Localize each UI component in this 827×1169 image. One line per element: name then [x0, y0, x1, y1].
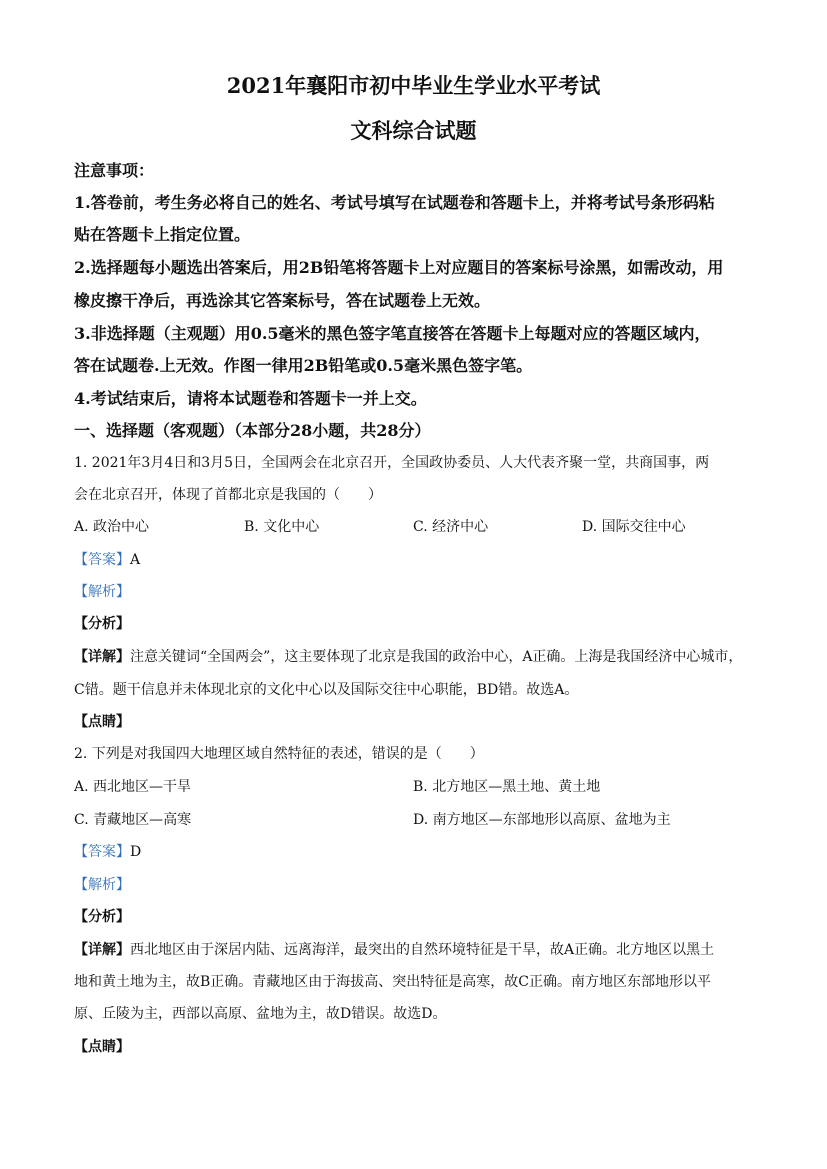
q2-option-a: A. 西北地区—干旱 — [74, 779, 192, 795]
q1-detail-line: C错。题干信息并未体现北京的文化中心以及国际交往中心职能，BD错。故选A。 — [74, 682, 579, 698]
q2-analysis-tag: 【解析】 — [74, 877, 130, 893]
notice-line: 3.非选择题（主观题）用0.5毫米的黑色签字笔直接答在答题卡上每题对应的答题区域内， — [74, 324, 711, 343]
answer-tag: 【答案】 — [74, 844, 130, 860]
notice-line: 4.考试结束后，请将本试题卷和答题卡一并上交。 — [74, 389, 427, 408]
notice-line: 贴在答题卡上指定位置。 — [74, 225, 251, 244]
notice-heading: 注意事项： — [74, 161, 155, 180]
q2-stem: 2. 下列是对我国四大地理区域自然特征的表述，错误的是（ ） — [74, 746, 484, 762]
q2-answer — [74, 841, 754, 861]
answer-value: D — [130, 844, 142, 860]
detail-tag: 【详解】 — [74, 942, 130, 958]
detail-text: 注意关键词“全国两会”，这主要体现了北京是我国的政治中心，A正确。上海是我国经济中心城市， — [130, 649, 743, 665]
q2-option-d: D. 南方地区—东部地形以高原、盆地为主 — [413, 812, 671, 828]
answer-tag: 【答案】 — [74, 552, 130, 568]
exam-title: 2021年襄阳市初中毕业生学业水平考试 — [226, 73, 601, 98]
answer-value: A — [130, 552, 141, 568]
notice-line: 1.答卷前，考生务必将自己的姓名、考试号填写在试题卷和答题卡上，并将考试号条形码粘 — [74, 193, 715, 212]
section-heading: 一、选择题（客观题）（本部分28小题，共28分） — [74, 421, 431, 440]
q1-answer — [74, 549, 754, 569]
notice-line: 2.选择题每小题选出答案后，用2B铅笔将答题卡上对应题目的答案标号涂黑，如需改动，用 — [74, 258, 724, 277]
q2-fenxi: 【分析】 — [74, 909, 130, 925]
q1-option-a: A. 政治中心 — [74, 519, 150, 535]
exam-subtitle: 文科综合试题 — [350, 118, 477, 143]
q2-dianjing: 【点睛】 — [74, 1039, 130, 1055]
q1-option-c: C. 经济中心 — [413, 519, 489, 535]
notice-line: 橡皮擦干净后，再选涂其它答案标号，答在试题卷上无效。 — [74, 291, 491, 310]
q1-stem-line: 会在北京召开，体现了首都北京是我国的（ ） — [74, 487, 382, 503]
q2-detail-line — [74, 939, 754, 959]
q1-option-b: B. 文化中心 — [244, 519, 320, 535]
q2-detail-line: 地和黄土地为主，故B正确。青藏地区由于海拔高、突出特征是高寒，故C正确。南方地区东部地形以平 — [74, 974, 711, 990]
q1-stem-line: 1. 2021年3月4日和3月5日，全国两会在北京召开，全国政协委员、人大代表齐聚一堂，共商国事，两 — [74, 455, 710, 471]
q2-option-b: B. 北方地区—黑土地、黄土地 — [413, 779, 601, 795]
q1-option-d: D. 国际交往中心 — [582, 519, 686, 535]
q1-analysis-tag: 【解析】 — [74, 584, 130, 600]
detail-tag: 【详解】 — [74, 649, 130, 665]
q2-detail-line: 原、丘陵为主，西部以高原、盆地为主，故D错误。故选D。 — [74, 1006, 447, 1022]
notice-line: 答在试题卷.上无效。作图一律用2B铅笔或0.5毫米黑色签字笔。 — [74, 356, 533, 375]
q2-option-c: C. 青藏地区—高寒 — [74, 812, 192, 828]
q1-fenxi: 【分析】 — [74, 616, 130, 632]
q1-detail-line — [74, 646, 754, 666]
detail-text: 西北地区由于深居内陆、远离海洋，最突出的自然环境特征是干旱，故A正确。北方地区以黑土 — [130, 942, 715, 958]
q1-dianjing: 【点睛】 — [74, 714, 130, 730]
